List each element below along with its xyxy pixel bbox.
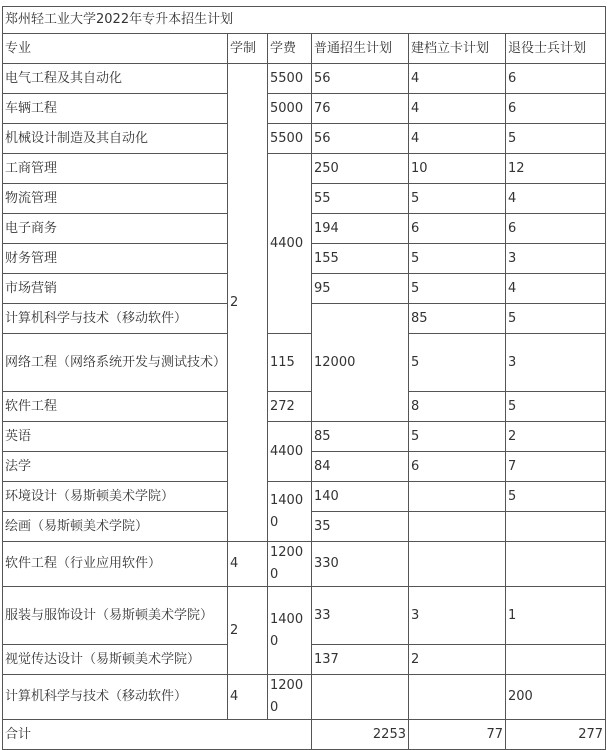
cell-major: 计算机科学与技术（移动软件） <box>3 304 228 334</box>
total-label: 合计 <box>3 720 312 750</box>
cell-regular: 84 <box>312 452 409 482</box>
table-title: 郑州轻工业大学2022年专升本招生计划 <box>3 7 606 34</box>
cell-veteran <box>506 542 606 587</box>
cell-poverty <box>409 675 506 720</box>
cell-poverty: 6 <box>409 452 506 482</box>
cell-regular: 250 <box>312 154 409 184</box>
cell-major: 软件工程（行业应用软件） <box>3 542 228 587</box>
cell-veteran: 6 <box>506 94 606 124</box>
title-row <box>3 7 606 34</box>
total-regular: 2253 <box>312 720 409 750</box>
cell-poverty <box>409 512 506 542</box>
enrollment-plan-table <box>2 6 606 750</box>
cell-regular: 56 <box>312 124 409 154</box>
cell-poverty <box>409 542 506 587</box>
cell-poverty: 5 <box>506 304 606 334</box>
cell-tuition: 5500 <box>268 124 312 154</box>
cell-regular: 137 <box>312 645 409 675</box>
cell-duration: 4 <box>228 675 268 720</box>
cell-regular: 35 <box>312 512 409 542</box>
cell-poverty: 6 <box>409 214 506 244</box>
cell-poverty: 5 <box>409 184 506 214</box>
cell-major: 环境设计（易斯顿美术学院） <box>3 482 228 512</box>
total-veteran: 277 <box>506 720 606 750</box>
cell-poverty: 3 <box>409 587 506 645</box>
total-poverty: 77 <box>409 720 506 750</box>
cell-regular: 194 <box>312 214 409 244</box>
cell-regular <box>312 675 409 720</box>
cell-poverty: 4 <box>409 64 506 94</box>
cell-major: 法学 <box>3 452 228 482</box>
cell-veteran: 6 <box>506 214 606 244</box>
cell-major: 软件工程 <box>3 392 228 422</box>
cell-tuition-merged: 14000 <box>268 587 312 675</box>
cell-poverty: 4 <box>409 124 506 154</box>
cell-major: 绘画（易斯顿美术学院） <box>3 512 228 542</box>
table-row <box>3 422 606 452</box>
cell-duration-merged: 2 <box>228 587 268 675</box>
cell-poverty <box>409 482 506 512</box>
cell-regular: 76 <box>312 94 409 124</box>
cell-major: 英语 <box>3 422 228 452</box>
cell-tuition: 12000 <box>268 542 312 587</box>
cell-veteran: 5 <box>506 124 606 154</box>
cell-major: 电子商务 <box>3 214 228 244</box>
table-row <box>3 154 606 184</box>
cell-poverty: 5 <box>409 334 506 392</box>
cell-regular: 56 <box>312 64 409 94</box>
cell-poverty: 5 <box>409 274 506 304</box>
cell-regular: 33 <box>312 587 409 645</box>
cell-regular: 330 <box>312 542 409 587</box>
header-row <box>3 34 606 64</box>
cell-poverty: 5 <box>409 244 506 274</box>
cell-veteran: 3 <box>506 334 606 392</box>
cell-major: 服装与服饰设计（易斯顿美术学院） <box>3 587 228 645</box>
header-tuition: 学费 <box>268 34 312 64</box>
cell-regular: 115 <box>268 334 312 392</box>
cell-veteran: 7 <box>506 452 606 482</box>
cell-tuition: 5000 <box>268 94 312 124</box>
cell-major: 财务管理 <box>3 244 228 274</box>
total-row <box>3 720 606 750</box>
cell-major: 网络工程（网络系统开发与测试技术） <box>3 334 228 392</box>
cell-veteran <box>506 645 606 675</box>
cell-veteran: 3 <box>506 244 606 274</box>
cell-poverty: 5 <box>409 422 506 452</box>
cell-tuition: 5500 <box>268 64 312 94</box>
cell-veteran: 2 <box>506 422 606 452</box>
cell-regular: 272 <box>268 392 312 422</box>
cell-poverty: 10 <box>409 154 506 184</box>
cell-major: 机械设计制造及其自动化 <box>3 124 228 154</box>
cell-major: 计算机科学与技术（移动软件） <box>3 675 228 720</box>
cell-regular: 55 <box>312 184 409 214</box>
cell-major: 电气工程及其自动化 <box>3 64 228 94</box>
cell-poverty: 8 <box>409 392 506 422</box>
table-row <box>3 675 606 720</box>
table-row <box>3 124 606 154</box>
cell-duration: 4 <box>228 542 268 587</box>
cell-major: 车辆工程 <box>3 94 228 124</box>
cell-tuition: 12000 <box>268 675 312 720</box>
cell-tuition-merged: 4400 <box>268 422 312 482</box>
cell-major: 物流管理 <box>3 184 228 214</box>
cell-regular: 140 <box>312 482 409 512</box>
cell-major: 市场营销 <box>3 274 228 304</box>
cell-veteran: 200 <box>506 675 606 720</box>
table-row <box>3 334 606 392</box>
table-row <box>3 392 606 422</box>
cell-poverty: 2 <box>409 645 506 675</box>
table-row <box>3 64 606 94</box>
cell-major: 视觉传达设计（易斯顿美术学院） <box>3 645 228 675</box>
cell-regular: 95 <box>312 274 409 304</box>
cell-veteran: 4 <box>506 184 606 214</box>
plan-table-wrapper <box>2 6 606 750</box>
table-row <box>3 482 606 512</box>
cell-veteran: 5 <box>506 392 606 422</box>
cell-veteran: 6 <box>506 64 606 94</box>
table-row <box>3 587 606 645</box>
cell-regular: 155 <box>312 244 409 274</box>
cell-veteran <box>506 512 606 542</box>
cell-veteran: 5 <box>506 482 606 512</box>
cell-veteran: 12 <box>506 154 606 184</box>
cell-major: 工商管理 <box>3 154 228 184</box>
cell-regular: 85 <box>409 304 506 334</box>
header-major: 专业 <box>3 34 228 64</box>
table-row <box>3 94 606 124</box>
header-regular: 普通招生计划 <box>312 34 409 64</box>
cell-veteran: 4 <box>506 274 606 304</box>
table-row <box>3 542 606 587</box>
cell-tuition-merged: 14000 <box>268 482 312 542</box>
cell-veteran: 1 <box>506 587 606 645</box>
cell-tuition-merged: 12000 <box>312 304 409 422</box>
cell-tuition-merged: 4400 <box>268 154 312 334</box>
header-duration: 学制 <box>228 34 268 64</box>
header-veteran: 退役士兵计划 <box>506 34 606 64</box>
cell-regular: 85 <box>312 422 409 452</box>
cell-duration-merged: 2 <box>228 64 268 542</box>
cell-poverty: 4 <box>409 94 506 124</box>
header-poverty: 建档立卡计划 <box>409 34 506 64</box>
